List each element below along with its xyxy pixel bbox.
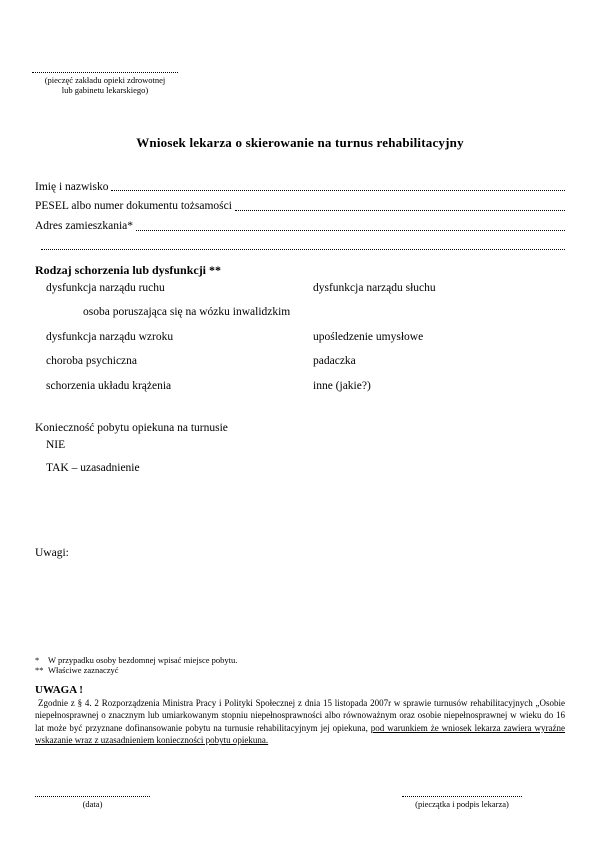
- date-signature-block: [35, 790, 150, 809]
- personal-fields: [35, 174, 565, 253]
- option-osoba-na-wozku-inwalidzkim: osoba poruszająca się na wózku inwalidzkim: [83, 306, 291, 319]
- stamp-block: [32, 66, 178, 95]
- footnote-1-mark: *: [35, 655, 40, 665]
- disorder-section-heading: Rodzaj schorzenia lub dysfunkcji **: [35, 263, 222, 277]
- footnotes: [35, 655, 565, 676]
- option-choroba-psychiczna: choroba psychiczna: [46, 355, 138, 368]
- option-padaczka: padaczka: [313, 355, 356, 368]
- disorder-row: [35, 305, 565, 329]
- disorder-row: [35, 379, 565, 403]
- pesel-field-label: PESEL albo numer dokumentu tożsamości: [35, 200, 232, 213]
- option-uposledzenie-umyslowe: upośledzenie umysłowe: [313, 330, 424, 343]
- stamp-caption-line2: lub gabinetu lekarskiego): [61, 85, 149, 95]
- footnote-2: [35, 665, 565, 675]
- address-continuation-row: [35, 233, 565, 253]
- disorder-row: [35, 354, 565, 378]
- doctor-signature-block: [402, 790, 522, 809]
- form-title: Wniosek lekarza o skierowanie na turnus rehabilitacyjny: [136, 135, 464, 150]
- option-dysfunkcja-narzadu-ruchu: dysfunkcja narządu ruchu: [46, 282, 165, 294]
- address-continuation-dotted-line: [41, 249, 565, 250]
- date-caption: (data): [82, 799, 103, 809]
- disorder-row: [35, 281, 565, 305]
- notice-heading: UWAGA !: [35, 684, 83, 696]
- option-schorzenia-ukladu-krazenia: schorzenia układu krążenia: [46, 379, 172, 392]
- notice-body-underlined: pod warunkiem że wniosek lekarza zawiera wyraźne wskazanie wraz z uzasadnieniem konieczności pobytu opiekuna.: [35, 722, 565, 746]
- option-nie: NIE: [46, 439, 66, 451]
- caregiver-section-heading: Konieczność pobytu opiekuna na turnusie: [35, 422, 228, 434]
- pesel-field-row: [35, 194, 565, 214]
- disorder-section: [35, 263, 565, 403]
- footnote-2-text: Właściwe zaznaczyć: [48, 665, 119, 676]
- caregiver-section: [35, 421, 228, 475]
- option-inne-jakie: inne (jakie?): [313, 379, 371, 392]
- doctor-signature-dotted-line: [402, 790, 522, 797]
- option-dysfunkcja-narzadu-wzroku: dysfunkcja narządu wzroku: [46, 330, 174, 343]
- name-field-row: [35, 174, 565, 194]
- disorder-row: [35, 330, 565, 354]
- name-field-dotted-line: [111, 190, 565, 191]
- address-field-dotted-line: [136, 230, 565, 231]
- footnote-1: [35, 655, 565, 665]
- notice-body: [35, 697, 565, 747]
- remarks-label: Uwagi:: [35, 547, 69, 559]
- pesel-field-dotted-line: [235, 210, 565, 211]
- footnote-1-text: W przypadku osoby bezdomnej wpisać miejsce pobytu.: [48, 655, 238, 665]
- option-tak-uzasadnienie: TAK – uzasadnienie: [46, 462, 140, 474]
- address-field-row: [35, 213, 565, 233]
- stamp-caption-line1: (pieczęć zakładu opieki zdrowotnej: [44, 75, 166, 85]
- doctor-signature-caption: (pieczątka i podpis lekarza): [415, 799, 509, 809]
- date-dotted-line: [35, 790, 150, 797]
- option-dysfunkcja-narzadu-sluchu: dysfunkcja narządu słuchu: [313, 282, 436, 294]
- address-field-label: Adres zamieszkania*: [35, 220, 134, 233]
- notice-block: [35, 684, 565, 747]
- notice-body-regular: Zgodnie z § 4. 2 Rozporządzenia Ministra Pracy i Polityki Społecznej z dnia 15 listopada 2007r w sprawie turnusów rehabilitacyjnych „Osobie niepełnosprawnej o znacznym lub umiarkowanym stopniu niepełnosprawności albo równoważnym oraz osobie niepełnosprawnej w wieku do 16 lat może być przyznane dofinansowanie pobytu na turnusie rehabilitacyjnym jej opiekuna,: [35, 698, 565, 733]
- name-field-label: Imię i nazwisko: [35, 180, 109, 193]
- footnote-2-mark: **: [35, 665, 44, 676]
- stamp-dotted-line: [32, 66, 178, 73]
